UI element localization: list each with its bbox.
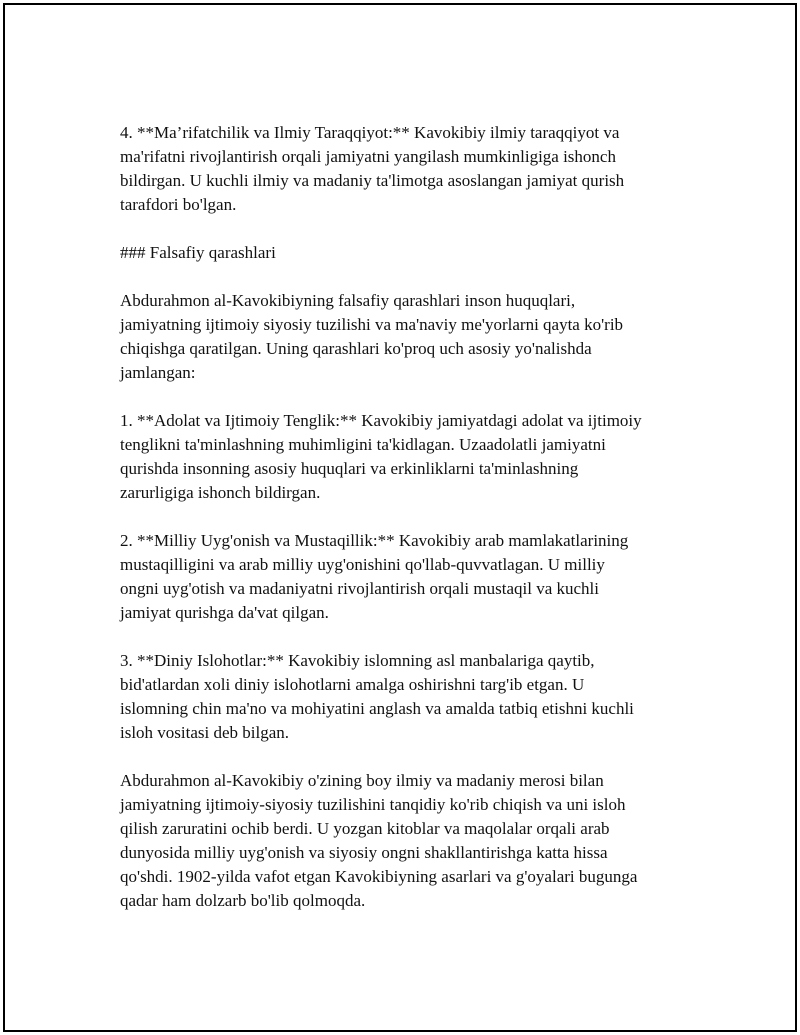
page-frame [3, 3, 797, 1032]
paragraph-milliy: 2. **Milliy Uyg'onish va Mustaqillik:** Kavokibiy arab mamlakatlarining mustaqilligini va arab milliy uyg'onishini qo'llab-quvvatlagan. U milliy ongni uyg'otish va madaniyatni rivojlantirish orqali mustaqil va kuchli jamiyat qurishga da'vat qilgan. [120, 531, 629, 622]
section-heading: ### Falsafiy qarashlari [120, 243, 276, 262]
paragraph-adolat: 1. **Adolat va Ijtimoiy Tenglik:** Kavokibiy jamiyatdagi adolat va ijtimoiy tenglikni ta'minlashning muhimligini ta'kidlagan. Uzaadolatli jamiyatni qurishda insonning asosiy huquqlari va erkinliklarni ta'minlashning zarurligiga ishonch bildirgan. [120, 411, 642, 502]
document-body [120, 121, 710, 913]
paragraph-intro: Abdurahmon al-Kavokibiyning falsafiy qarashlari inson huquqlari, jamiyatning ijtimoiy siyosiy tuzilishi va ma'naviy me'yorlarni qayta ko'rib chiqishga qaratilgan. Uning qarashlari ko'proq uch asosiy yo'nalishda jamlangan: [120, 291, 624, 382]
paragraph-conclusion: Abdurahmon al-Kavokibiy o'zining boy ilmiy va madaniy merosi bilan jamiyatning ijtimoiy-siyosiy tuzilishini tanqidiy ko'rib chiqish va uni isloh qilish zaruratini ochib berdi. U yozgan kitoblar va maqolalar orqali arab dunyosida milliy uyg'onish va siyosiy ongni shakllantirishga katta hissa qo'shdi. 1902-yilda vafot etgan Kavokibiyning asarlari va g'oyalari bugunga qadar ham dolzarb bo'lib qolmoqda. [120, 771, 638, 910]
paragraph-marifatchilik: 4. **Ma’rifatchilik va Ilmiy Taraqqiyot:** Kavokibiy ilmiy taraqqiyot va ma'rifatni rivojlantirish orqali jamiyatni yangilash mumkinligiga ishonch bildirgan. U kuchli ilmiy va madaniy ta'limotga asoslangan jamiyat qurish tarafdori bo'lgan. [120, 123, 625, 214]
paragraph-diniy: 3. **Diniy Islohotlar:** Kavokibiy islomning asl manbalariga qaytib, bid'atlardan xoli diniy islohotlarni amalga oshirishni targ'ib etgan. U islomning chin ma'no va mohiyatini anglash va amalda tatbiq etishni kuchli isloh vositasi deb bilgan. [120, 651, 634, 742]
